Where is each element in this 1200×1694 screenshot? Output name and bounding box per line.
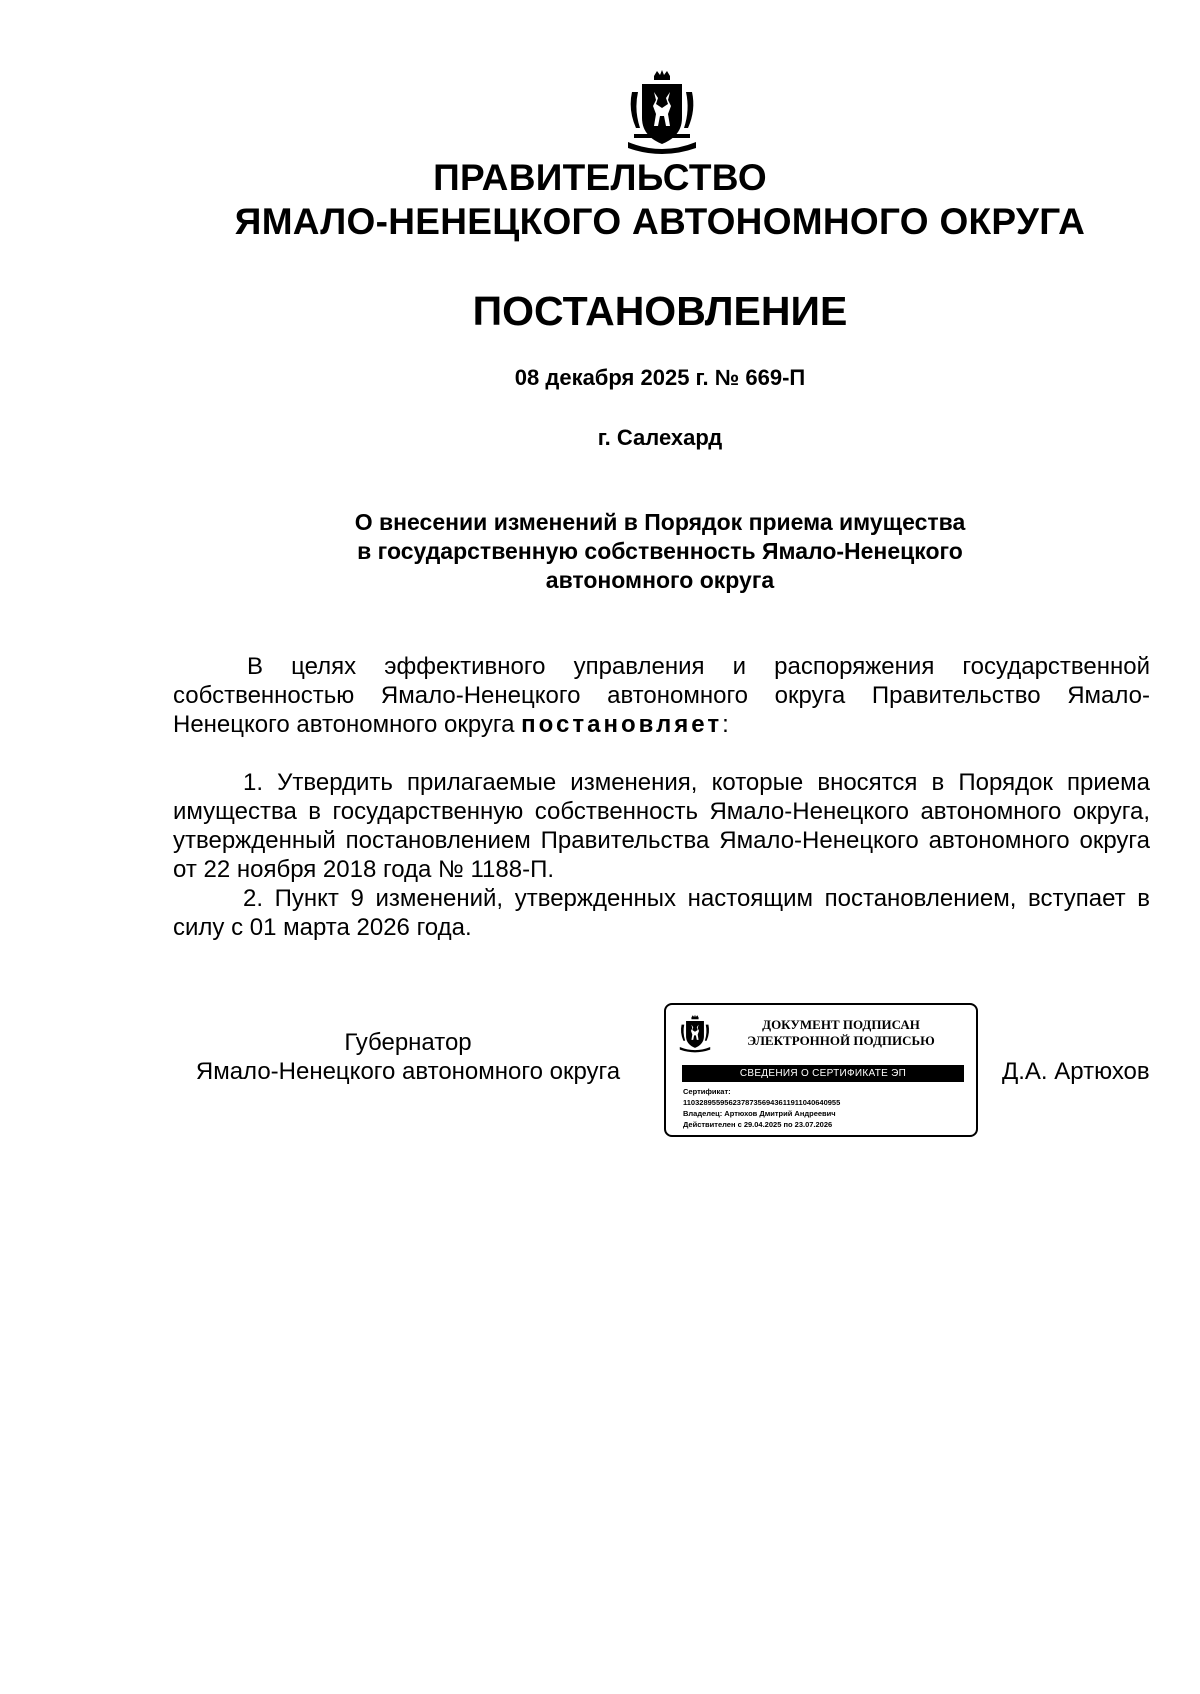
decree-item-2: 2. Пункт 9 изменений, утвержденных настоящим постановлением, вступает в силу с 01 марта 2026 года. [173, 885, 1150, 941]
coat-of-arms-icon [624, 70, 700, 156]
org-name-line-2: ЯМАЛО-НЕНЕЦКОГО АВТОНОМНОГО ОКРУГА [234, 201, 1086, 242]
signer-name: Д.А. Артюхов [1002, 1058, 1150, 1085]
esign-certificate-info [683, 1086, 973, 1130]
subject-line-2: в государственную собственность Ямало-Ненецкого [357, 538, 963, 564]
subject-line-1: О внесении изменений в Порядок приема имущества [354, 509, 966, 535]
signer-title-line-2: Ямало-Ненецкого автономного округа [195, 1058, 621, 1085]
signer-title-line-1: Губернатор [344, 1029, 472, 1056]
electronic-signature-stamp [664, 1003, 978, 1137]
document-date-number: 08 декабря 2025 г. № 669-П [514, 365, 806, 390]
esign-heading-line-1: ДОКУМЕНТ ПОДПИСАН [762, 1017, 920, 1032]
decree-word: постановляет [521, 711, 723, 738]
org-name-line-1: ПРАВИТЕЛЬСТВО [433, 157, 767, 198]
esign-heading-line-2: ЭЛЕКТРОННОЙ ПОДПИСЬЮ [747, 1033, 935, 1048]
document-subject [0, 508, 1200, 595]
esign-cert-number: 11032895595623787356943611911040640955 [683, 1098, 841, 1107]
decree-item-1: 1. Утвердить прилагаемые изменения, которые вносятся в Порядок приема имущества в государственную собственность Ямало-Ненецкого автономного округа, утвержденный постановлением Правительства Ямало-Ненецкого автономного округа от 22 ноября 2018 года № 1188-П. [173, 769, 1150, 883]
decree-colon: : [722, 711, 729, 738]
document-city: г. Салехард [597, 425, 723, 450]
esign-validity: Действителен с 29.04.2025 по 23.07.2026 [683, 1120, 833, 1129]
esign-certificate-bar: СВЕДЕНИЯ О СЕРТИФИКАТЕ ЭП [682, 1065, 964, 1082]
esign-cert-label: Сертификат: [683, 1087, 731, 1096]
intro-text: В целях эффективного управления и распоряжения государственной собственностью Ямало-Ненецкого автономного округа Правительство Ямало-Ненецкого автономного округа [173, 653, 1150, 738]
esign-owner: Владелец: Артюхов Дмитрий Андреевич [683, 1109, 836, 1118]
esign-heading [716, 1017, 966, 1049]
subject-line-3: автономного округа [545, 567, 775, 593]
signer-title [173, 1028, 643, 1086]
document-type: ПОСТАНОВЛЕНИЕ [472, 288, 848, 334]
intro-paragraph [173, 652, 1150, 739]
coat-of-arms-icon [678, 1014, 712, 1054]
